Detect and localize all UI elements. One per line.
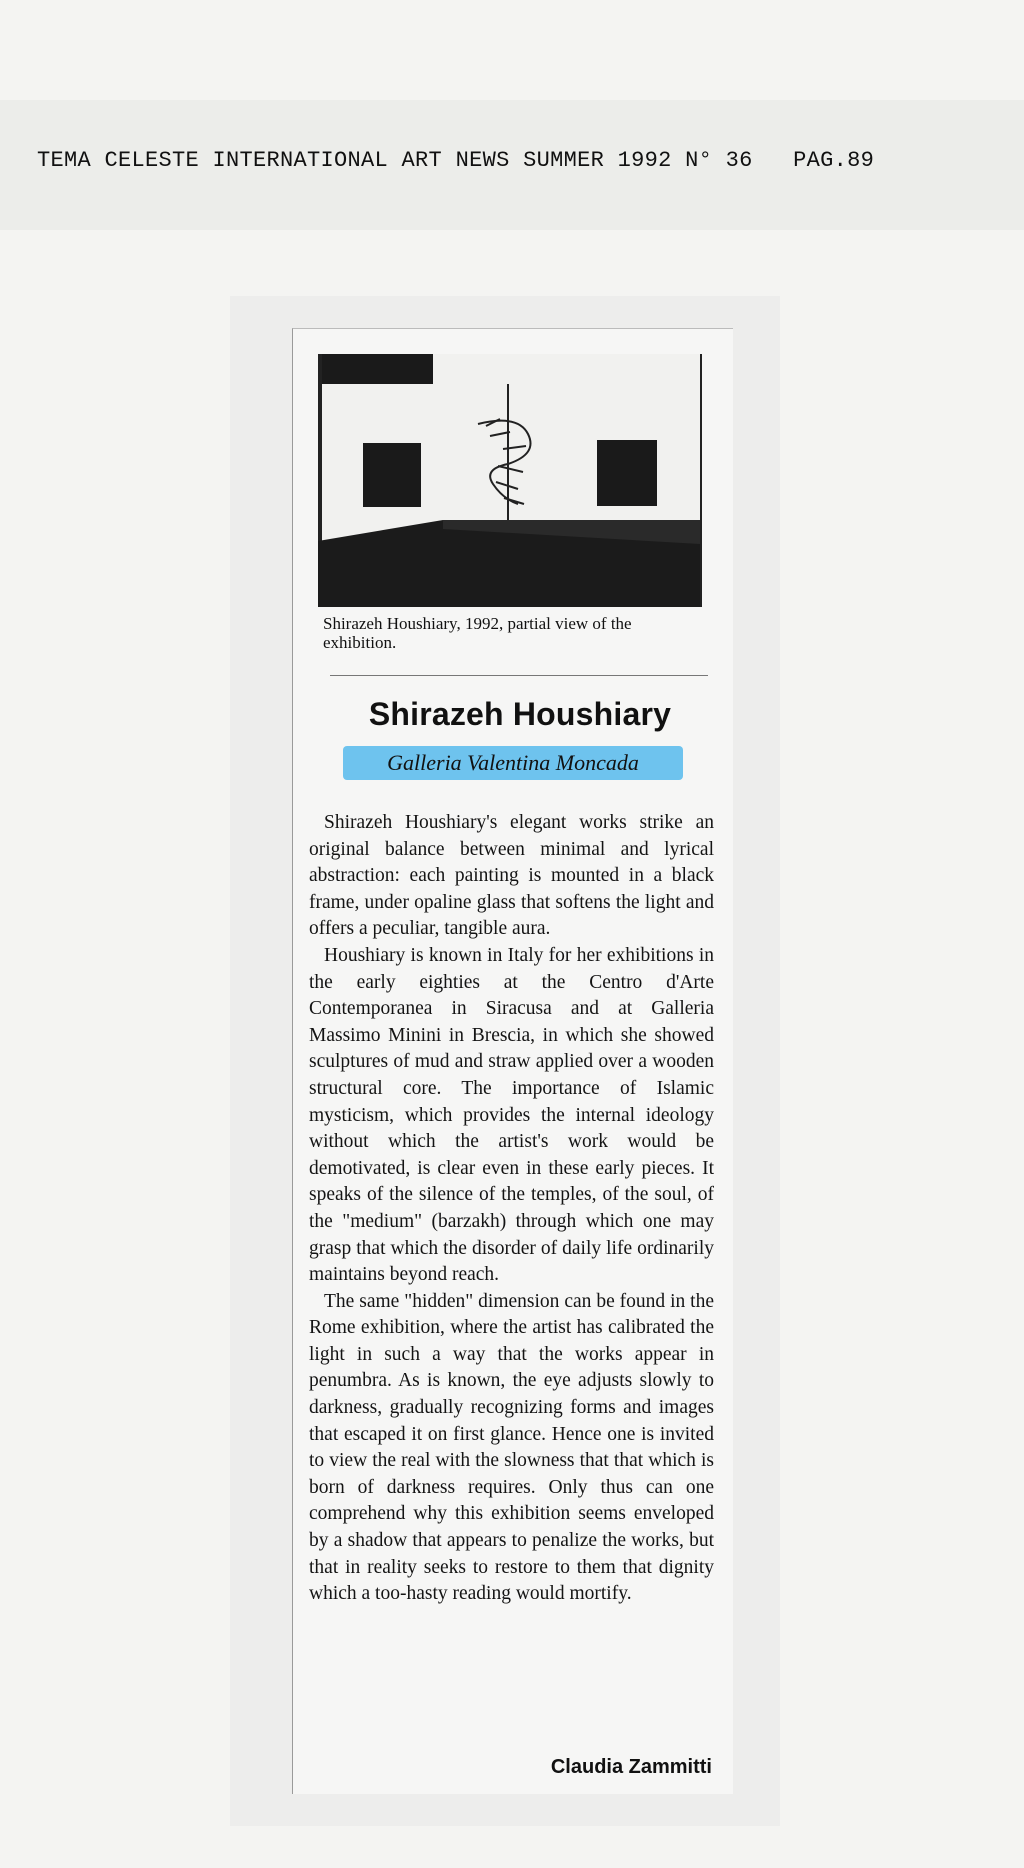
divider — [330, 675, 708, 676]
exhibition-photo — [318, 354, 702, 607]
left-framed-painting — [363, 443, 421, 507]
article-body — [309, 810, 714, 1608]
right-framed-painting — [597, 440, 657, 506]
paragraph-1: Shirazeh Houshiary's elegant works strike an original balance between minimal and lyrical abstraction: each painting is mounted in a black frame, under opaline glass that softens the light and offers a peculiar, tangible aura. — [309, 812, 714, 940]
article-title: Shirazeh Houshiary — [368, 696, 672, 732]
gallery-name: Galleria Valentina Moncada — [387, 750, 639, 775]
paragraph-3: The same "hidden" dimension can be found in the Rome exhibition, where the artist has calibrated the light in such a way that the works appear in penumbra. As is known, the eye adjusts slowly to darkness, gradually recognizing forms and images that escaped it on first glance. Hence one is invited to view the real with the slowness that that which is born of darkness requires. Only thus can one comprehend why this exhibition seems enveloped by a shadow that appears to penalize the works, but that in reality seeks to restore to them that dignity which a too-hasty reading would mortify. — [309, 1290, 714, 1605]
exhibition-photo-drawing — [318, 354, 700, 607]
photo-caption: Shirazeh Houshiary, 1992, partial view of the exhibition. — [323, 614, 632, 652]
paragraph-2: Houshiary is known in Italy for her exhibitions in the early eighties at the Centro d'Arte Contemporanea in Siracusa and at Galleria Massimo Minini in Brescia, in which she showed sculptures of mud and straw applied over a wooden structural core. The importance of Islamic mysticism, which provides the internal ideology without which the artist's work would be demotivated, is clear even in these early pieces. It speaks of the silence of the temples, of the soul, of the "medium" (barzakh) through which one may grasp that which the disorder of daily life ordinarily maintains beyond reach. — [309, 944, 714, 1286]
author-byline: Claudia Zammitti — [550, 1756, 712, 1778]
publication-header: TEMA CELESTE INTERNATIONAL ART NEWS SUMMER 1992 N° 36 PAG.89 — [37, 148, 875, 173]
ceiling-shadow — [318, 354, 433, 384]
